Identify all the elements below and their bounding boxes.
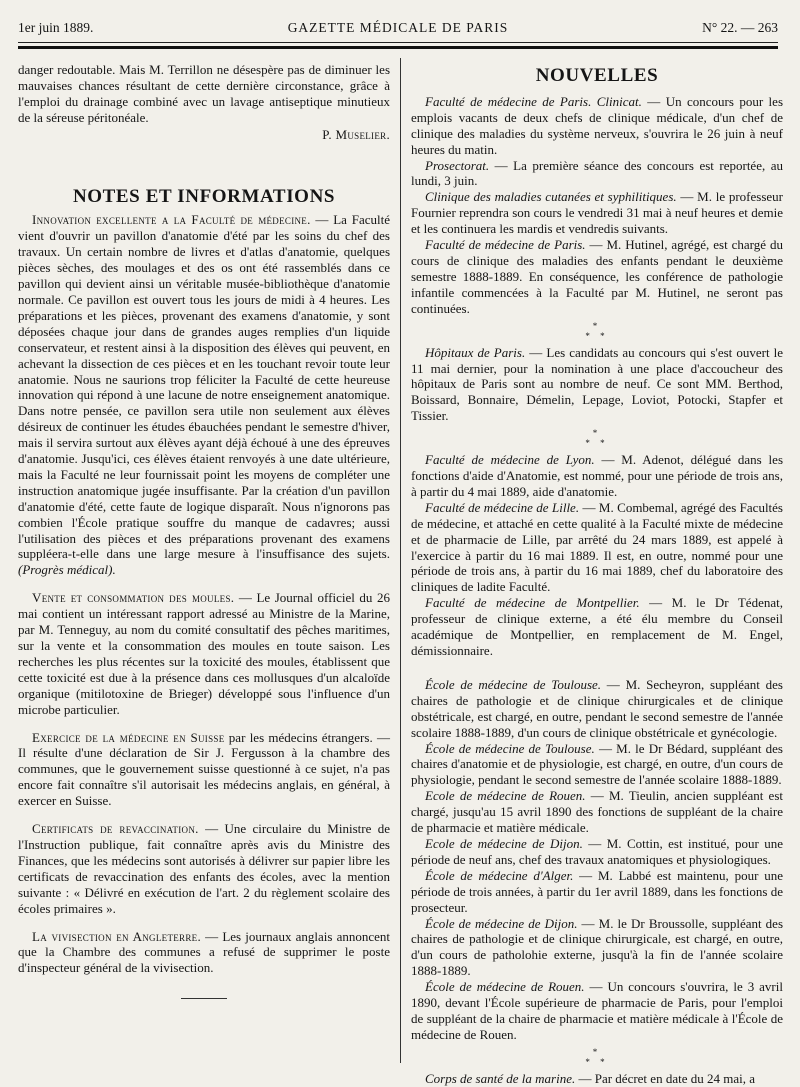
article-revaccination [18, 821, 390, 916]
news-item [411, 345, 783, 425]
left-column [18, 62, 390, 1052]
article-body: par les médecins étrangers. — Il résulte d'une déclaration de Sir J. Fergusson à la chambre des communes, que le gouvernement suisse questionné à ce sujet, n'a pas encore fait connaître s'il autorisait les médecins anglais, en général, à exercer en Suisse. [18, 729, 390, 809]
article-body: — Une circulaire du Ministre de l'Instruction publique, fait connaître après avis du Ministre des Finances, que les médecins sont autorisés à délivrer sur papier libre les certificats de revaccination des enfants des écoles, avec la mention suivante : « Délivré en exécution de l'art. 2 du règlement scolaire des écoles primaires ». [18, 821, 391, 916]
section-separator-stars: * * * [585, 320, 609, 341]
news-item [411, 158, 783, 190]
news-item-title: École de médecine de Rouen. [425, 979, 585, 995]
intro-signature: P. Muselier. [322, 126, 390, 142]
article-innovation [18, 212, 390, 578]
news-item-body: — M. Hutinel, agrégé, est chargé du cours de clinique des maladies des enfants pendant le deuxième semestre 1888-1889. En conséquence, les conférence de pathologie infantile commencées à la Faculté par M. Hutinel, ne seront pas continuées. [411, 237, 783, 316]
news-item [411, 836, 783, 868]
news-item-title: Corps de santé de la marine. [425, 1070, 576, 1086]
news-item [411, 500, 783, 595]
section-heading-notes: NOTES ET INFORMATIONS [72, 185, 336, 207]
news-item [411, 788, 783, 836]
news-item-body: — M. le Dr Tédenat, professeur de clinique externe, a été élu membre du Conseil académique de Montpellier, en remplacement de M. Engel, démissionnaire. [411, 595, 783, 658]
news-item-title: Faculté de médecine de Paris. Clinicat. [425, 93, 642, 109]
news-item [411, 916, 783, 980]
header-journal-title: GAZETTE MÉDICALE DE PARIS [287, 20, 509, 35]
news-item [411, 452, 783, 500]
news-item-title: Clinique des maladies cutanées et syphilitiques. [425, 189, 677, 205]
article-title: Certificats de revaccination. [32, 821, 199, 837]
news-item [411, 1071, 783, 1087]
article-source: (Progrès médical). [18, 562, 116, 578]
article-body: — Les journaux anglais annoncent que la Chambre des communes a refusé de supprimer le poste d'inspecteur général de la vivisection. [18, 928, 391, 976]
article-title: Exercice de la médecine en Suisse [32, 729, 225, 745]
news-item [411, 94, 783, 158]
news-item-body: — Les candidats au concours qui s'est ouvert le 11 mai dernier, pour la nomination à une place d'accoucheur des hôpitaux de Paris sont au nombre de neuf. Ce sont MM. Berthod, Boissard, Bonnaire, Démelin, Lepage, Loviot, Potocki, Stapfer et Tissier. [411, 344, 784, 424]
column-divider [400, 58, 401, 1063]
news-item [411, 237, 783, 317]
news-item-title: Faculté de médecine de Paris. [425, 237, 586, 253]
article-body: — La Faculté vient d'ouvrir un pavillon d'anatomie d'été par les soins du chef des travaux. Un certain nombre de livres et d'atlas d'anatomie, quelques pièces sèches, des moulages et des os ont été rassemblés dans ce pavillon qui devient ainsi un véritable musée-bibliothèque d'anatomie normale. Ce pavillon est ouvert tous les jours de midi à 4 heures. Les préparations et les pièces, provenant des examens d'anatomie, y sont déposées chaque jour dans de grandes auges remplies d'un liquide conservateur, et restent ainsi à la disposition des élèves qui peuvent, en achevant la dissection de ces pièces et en les touchant revoir toute leur anatomie. Nous ne saurions trop féliciter la Faculté de cette heureuse innovation qui répond à une lacune de notre enseignement anatomique. Dans notre pensée, ce pavillon sera utile non seulement aux élèves désireux de continuer les études ébauchées pendant le semestre d'hiver, mais il servira surtout aux élèves ayant déjà échoué à une des épreuves d'anatomie. Jusqu'ici, ces élèves étaient renvoyés à une date ultérieure, mais la Faculté ne leur fournissait point les moyens de compléter une instruction anatomique jugée insuffisante. Par la création d'un pavillon d'anatomie d'été, cette faute de logique disparaît. Nous n'ignorons pas combien l'École pratique souffre du manque de cadavres; aussi l'utilisation des pièces et des préparations provenant des examens suppléera-t-elle dans une large mesure à l'insuffisance des sujets. [18, 212, 390, 562]
article-title: Innovation excellente a la Faculté de médecine. [32, 212, 311, 228]
news-item-title: Faculté de médecine de Montpellier. [425, 595, 640, 611]
news-item [411, 868, 783, 916]
news-item-body: — M. Adenot, délégué dans les fonctions d'aide d'Anatomie, est nommé, pour une période de trois ans, à partir du 4 mai 1889, aide d'anatomie. [411, 452, 783, 499]
article-moules [18, 590, 390, 717]
news-item-body: — M. Combemal, agrégé des Facultés de médecine, et attaché en cette qualité à la Faculté mixte de médecine et de pharmacie de Lille, par arrêté du 24 mars 1889, est appelé à l'exercice à partir du 16 mai 1889. Il est, en outre, nommé pour une période de trois ans, à partir du 16 mai 1889, chef du laboratoire des cliniques de ladite Faculté. [411, 499, 783, 595]
section-separator-stars: * * * [585, 1046, 609, 1067]
news-item-body: — M. Secheyron, suppléant des chaires de pathologie et de clinique chirurgicales et de clinique obstétricale, est chargé, en outre, pendant le second semestre de l'année scolaire 1888-1889, d'un cours de clinique obstétricale et gynécologie. [411, 676, 783, 740]
news-item-body: — La première séance des concours est reportée, au lundi, 3 juin. [411, 157, 783, 189]
article-title: Vente et consommation des moules. [32, 590, 235, 606]
news-item-body: — M. Tieulin, ancien suppléant est chargé, jusqu'au 15 avril 1890 des fonctions de suppléant de la chaire de pharmacie et matière médicale. [411, 788, 783, 836]
intro-paragraph: danger redoutable. Mais M. Terrillon ne désespère pas de diminuer les mauvaises chances résultant de cette dernière circonstance, grâce à l'emploi du drainage combiné avec un lavage antiseptique minutieux de la séreuse péritonéale. [18, 62, 390, 125]
news-item-title: École de médecine de Toulouse. [425, 740, 595, 756]
news-item-title: Faculté de médecine de Lyon. [425, 452, 595, 468]
section-separator-stars: * * * [585, 428, 609, 449]
news-item-title: Faculté de médecine de Lille. [425, 499, 580, 515]
article-title: La vivisection en Angleterre. [32, 928, 202, 944]
news-item [411, 677, 783, 741]
news-item-title: Prosectorat. [425, 157, 490, 173]
end-rule [181, 998, 227, 999]
news-item-body: — M. le Dr Broussolle, suppléant des chaires de pathologie et de clinique chirurgicale, est chargé, en outre, d'un cours de patholohie externe, jusqu'à la fin de l'année scolaire 1888-1889. [411, 915, 784, 979]
news-item-body: — M. le professeur Fournier reprendra son cours le vendredi 31 mai à neuf heures et demie et les continuera les mardis et vendredis suivants. [411, 189, 783, 237]
news-item-title: École de médecine d'Alger. [425, 867, 574, 883]
page-header [18, 20, 778, 40]
header-rule-thick [18, 46, 778, 49]
header-rule-thin [18, 42, 778, 43]
news-item [411, 189, 783, 237]
news-item-body: — M. Labbé est maintenu, pour une période de trois années, à partir du 1er avril 1889, dans les fonctions de prosecteur. [411, 867, 783, 915]
header-page-number: N° 22. — 263 [702, 20, 778, 35]
news-item-body: — Un concours s'ouvrira, le 3 avril 1890, devant l'École supérieure de pharmacie de Paris, pour l'emploi de suppléant de la chaire de pharmacie et matière médicale à l'École de médecine de Rouen. [411, 979, 783, 1042]
news-item-title: Hôpitaux de Paris. [425, 344, 526, 360]
news-item-body: — M. Cottin, est institué, pour une période de neuf ans, chef des travaux anatomiques et physiologiques. [411, 835, 784, 867]
news-item [411, 979, 783, 1043]
section-heading-nouvelles: NOUVELLES [535, 65, 659, 86]
right-column [411, 62, 784, 1086]
news-item-title: Ecole de médecine de Dijon. [425, 835, 583, 851]
news-item-body: — M. le Dr Bédard, suppléant des chaires d'anatomie et de physiologie, est chargé, en outre, d'un cours de physiologie, pendant le second semestre de l'année scolaire 1888-1889. [411, 740, 783, 788]
article-body: — Le Journal officiel du 26 mai contient un intéressant rapport adressé au Ministre de la Marine, par M. Tenneguy, au nom du comité consultatif des pêches maritimes, sur la vente et la consommation des moules en toute saison. Les recherches les plus récentes sur la toxicité des moules, établissent que cette toxicité est due à la présence dans ces mollusques d'un alcaloïde organique (mitilotoxine de Brieger) développé sous l'influence d'un microbe particulier. [18, 590, 390, 717]
article-vivisection [18, 929, 390, 977]
header-date: 1er juin 1889. [18, 20, 94, 35]
news-item-body: — Par décret en date du 24 mai, a [575, 1070, 755, 1086]
news-item-body: — Un concours pour les emplois vacants de deux chefs de clinique médicale, d'un chef de clinique des maladies du système nerveux, s'ouvrira le 26 juin à neuf heures du matin. [411, 93, 784, 157]
news-item-title: École de médecine de Dijon. [425, 915, 578, 931]
news-item [411, 741, 783, 789]
news-item-title: École de médecine de Toulouse. [425, 676, 602, 692]
news-item [411, 595, 783, 659]
article-suisse [18, 730, 390, 810]
news-item-title: Ecole de médecine de Rouen. [425, 788, 586, 804]
